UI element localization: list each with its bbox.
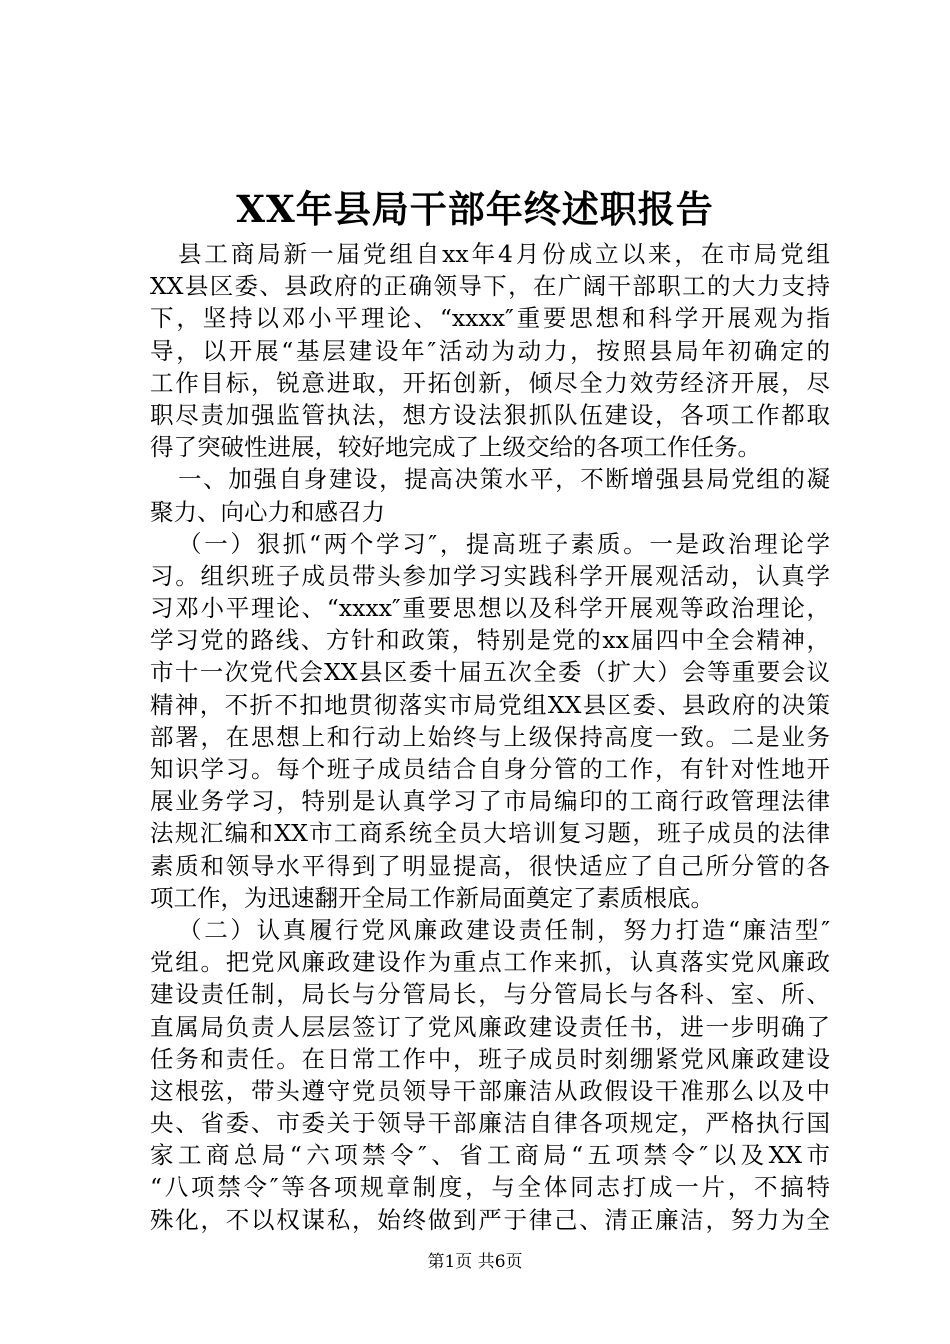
text-line: XX县区委、县政府的正确领导下，在广阔干部职工的大力支持 bbox=[150, 272, 830, 301]
text-line: 素质和领导水平得到了明显提高，很快适应了自己所分管的各 bbox=[150, 851, 830, 880]
text-line: 聚力、向心力和感召力 bbox=[150, 497, 385, 526]
text-line: 任务和责任。在日常工作中，班子成员时刻绷紧党风廉政建设 bbox=[150, 1044, 830, 1073]
text-line: 习邓小平理论、“xxxx″重要思想以及科学开展观等政治理论， bbox=[150, 594, 830, 623]
text-line: 项工作，为迅速翻开全局工作新局面奠定了素质根底。 bbox=[150, 883, 714, 912]
document-title: XX年县局干部年终述职报告 bbox=[236, 187, 714, 231]
text-line: 知识学习。每个班子成员结合自身分管的工作，有针对性地开 bbox=[150, 755, 830, 783]
text-line: 直属局负责人层层签订了党风廉政建设责任书，进一步明确了 bbox=[150, 1012, 830, 1041]
text-line: 家工商总局“六项禁令″、省工商局“五项禁令″以及XX市 bbox=[150, 1141, 830, 1170]
text-line: 职尽责加强监管执法，想方设法狠抓队伍建设，各项工作都取 bbox=[150, 400, 830, 429]
text-line: 习。组织班子成员带头参加学习实践科学开展观活动，认真学 bbox=[150, 561, 830, 590]
text-line: 部署，在思想上和行动上始终与上级保持高度一致。二是业务 bbox=[150, 722, 830, 751]
text-line: 下，坚持以邓小平理论、“xxxx″重要思想和科学开展观为指 bbox=[150, 304, 830, 333]
text-line: 市十一次党代会XX县区委十届五次全委（扩大）会等重要会议 bbox=[150, 658, 830, 687]
text-line: 县工商局新一届党组自xx年4月份成立以来，在市局党组 bbox=[178, 240, 830, 268]
text-line: 殊化，不以权谋私，始终做到严于律己、清正廉洁，努力为全 bbox=[150, 1205, 830, 1234]
text-line: 工作目标，锐意进取，开拓创新，倾尽全力效劳经济开展，尽 bbox=[150, 368, 830, 397]
text-line: 学习党的路线、方针和政策，特别是党的xx届四中全会精神， bbox=[150, 626, 830, 655]
text-line: 展业务学习，特别是认真学习了市局编印的工商行政管理法律 bbox=[150, 787, 830, 816]
text-line: “八项禁令″等各项规章制度，与全体同志打成一片，不搞特 bbox=[150, 1173, 830, 1202]
text-line: （二）认真履行党风廉政建设责任制，努力打造“廉洁型″ bbox=[178, 915, 830, 944]
text-line: 精神，不折不扣地贯彻落实市局党组XX县区委、县政府的决策 bbox=[150, 690, 830, 719]
text-line: 导，以开展“基层建设年″活动为动力，按照县局年初确定的 bbox=[150, 336, 830, 365]
text-line: 这根弦，带头遵守党员领导干部廉洁从政假设干准那么以及中 bbox=[150, 1076, 830, 1105]
text-line: 建设责任制，局长与分管局长，与分管局长与各科、室、所、 bbox=[150, 980, 830, 1009]
text-line: 法规汇编和XX市工商系统全员大培训复习题，班子成员的法律 bbox=[150, 819, 830, 848]
text-line: 党组。把党风廉政建设作为重点工作来抓，认真落实党风廉政 bbox=[150, 948, 830, 977]
document-body bbox=[150, 238, 830, 1236]
text-line: 一、加强自身建设，提高决策水平，不断增强县局党组的凝 bbox=[178, 465, 830, 494]
text-line: 得了突破性进展，较好地完成了上级交给的各项工作任务。 bbox=[150, 433, 761, 462]
text-line: 央、省委、市委关于领导干部廉洁自律各项规定，严格执行国 bbox=[150, 1109, 830, 1138]
text-line: （一）狠抓“两个学习″，提高班子素质。一是政治理论学 bbox=[178, 529, 830, 558]
page-footer: 第1页 共6页 bbox=[427, 1252, 523, 1272]
